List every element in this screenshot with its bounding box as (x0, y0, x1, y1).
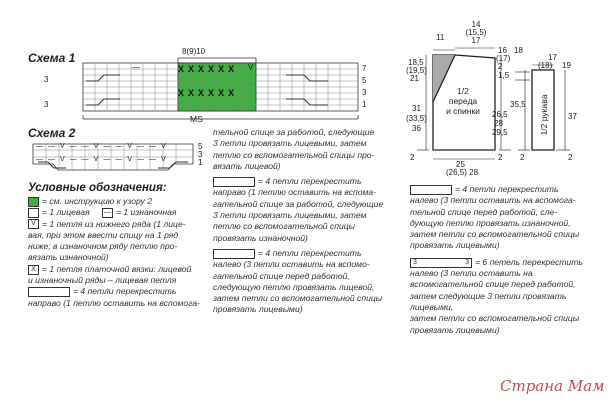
scheme2-row-1: 1 (198, 158, 203, 167)
dim-2b: 2 (498, 153, 503, 162)
green-square-icon (28, 197, 39, 207)
scheme1-green-row: X X X X X X (178, 64, 239, 74)
right-block: = 4 петли перекрестить налево (3 петли оставить на вспомога- тельной спице перед работой, сле- дующую петлю провязать изнаночной, затем петли со вспомогательной спицы провязать лицевыми) 3 3 = 6 петель перекрестить налево (3 петли оставить на вспомогательной спице перед работой, затем следующие 3 петли провязать лицевыми, затем петли со вспомогательной спицы провязать лицевыми) (410, 184, 583, 335)
scheme1-row-5: 5 (362, 76, 367, 85)
dim-16c: 18 (514, 46, 523, 55)
scheme1-dash-mark: — (132, 63, 140, 72)
cross-left-icon (213, 249, 255, 259)
watermark: Страна Мам (500, 377, 605, 395)
x-stitch-icon: X (28, 265, 39, 275)
middle-block: тельной спице за работой, следующие 3 петли провязать лицевыми, затем петлю со вспомогательной спицы про- вязать лицевой) = 4 петли перекрестить направо (1 петлю оставить на вспома- гательной спице за работой, следующие 3 петли провязать лицевыми, затем петлю со вспомогательной спицы провязать изнаночной) = 4 петли перекрестить налево (3 петли оставить на вспомо- гательной спице перед работой, следующую петлю провязать лицевой, затем петли со вспомогательной спицы провязать лицевыми) (213, 127, 384, 315)
dim-16: 16 (498, 46, 507, 55)
cross-left-purl-icon (410, 185, 452, 195)
dim-17c: 19 (562, 61, 571, 70)
dim-14c: 17 (471, 36, 481, 45)
dim-17b: (18) (538, 61, 553, 70)
purl-stitch-icon: — (103, 209, 111, 217)
scheme2-row-bottom: — — V — — V — — V — — V (36, 156, 166, 163)
pattern-diagram (405, 20, 605, 180)
dim-2d: 2 (520, 153, 525, 162)
scheme1-row-7: 7 (362, 64, 367, 73)
scheme2-title: Схема 2 (28, 126, 76, 140)
face-stitch-icon (28, 208, 39, 218)
dim-14: 14 (471, 20, 481, 29)
dim-26-5b: 28 (494, 119, 503, 128)
dim-17: 17 (548, 53, 557, 62)
cross-six-icon: 3 3 (410, 258, 472, 268)
dim-2c: 2 (498, 62, 503, 71)
scheme2-row-top: — — V — — V — — V — — V (36, 143, 166, 150)
v-stitch-icon: V (28, 219, 39, 229)
scheme1-top-label: 8(9)10 (182, 47, 206, 56)
scheme1-row-3: 3 (362, 88, 367, 97)
dim-26-5c: 29,5 (492, 128, 508, 137)
dim-25: 25 (456, 160, 465, 169)
dim-2a: 2 (410, 153, 415, 162)
dim-31: 31 (412, 104, 421, 113)
dim-37: 37 (568, 112, 577, 121)
dim-26-5: 26,5 (492, 110, 508, 119)
dim-2e: 2 (568, 153, 573, 162)
dim-31c: 36 (412, 124, 421, 133)
scheme1-green-row-2: X X X X X X (178, 88, 239, 98)
dim-16b: (17) (496, 54, 511, 63)
scheme1-bottom-label: MS (190, 114, 203, 124)
sleeve-label: 1/2 рукава (539, 94, 549, 136)
cross-right-icon (28, 287, 70, 297)
scheme1-v-mark: V (248, 63, 254, 72)
scheme1-left-mark-2: 3 (44, 100, 49, 109)
dim-1-5: 1,5 (498, 71, 510, 80)
scheme2-row-3: 3 (198, 150, 203, 159)
dim-35-5: 35,5 (510, 100, 526, 109)
legend-title: Условные обозначения: (28, 182, 167, 194)
front-back-label: 1/2 переда и спинки (446, 86, 480, 116)
dim-31b: (33,5) (406, 114, 427, 123)
dim-18-5c: 21 (410, 74, 419, 83)
dim-14b: (15,5) (465, 28, 487, 37)
scheme1-row-1: 1 (362, 100, 367, 109)
legend-block: = см. инструкцию к узору 2 = 1 лицевая — = 1 изнаночная V = 1 петля из нижнего ряда (1 лице- вая, при этом ввести спицу на 1 ряд ниже; в изнаночном ряду петлю про- вязать изнаночной) X = 1 петля платочной вязки: лицевой и изнаночный ряды – лицевая петля = 4 петли перекрестить направо (1 петлю оставить на вспомога- (28, 196, 200, 308)
cross-right-purl-icon (213, 177, 255, 187)
dim-25b: (26,5) 28 (446, 168, 479, 177)
dim-18-5b: (19,5) (406, 66, 427, 75)
dim-18-5: 18,5 (408, 58, 424, 67)
scheme2-row-5: 5 (198, 142, 203, 151)
dim-11: 11 (436, 33, 445, 42)
scheme1-left-mark-1: 3 (44, 75, 49, 84)
scheme1-title: Схема 1 (28, 51, 76, 65)
